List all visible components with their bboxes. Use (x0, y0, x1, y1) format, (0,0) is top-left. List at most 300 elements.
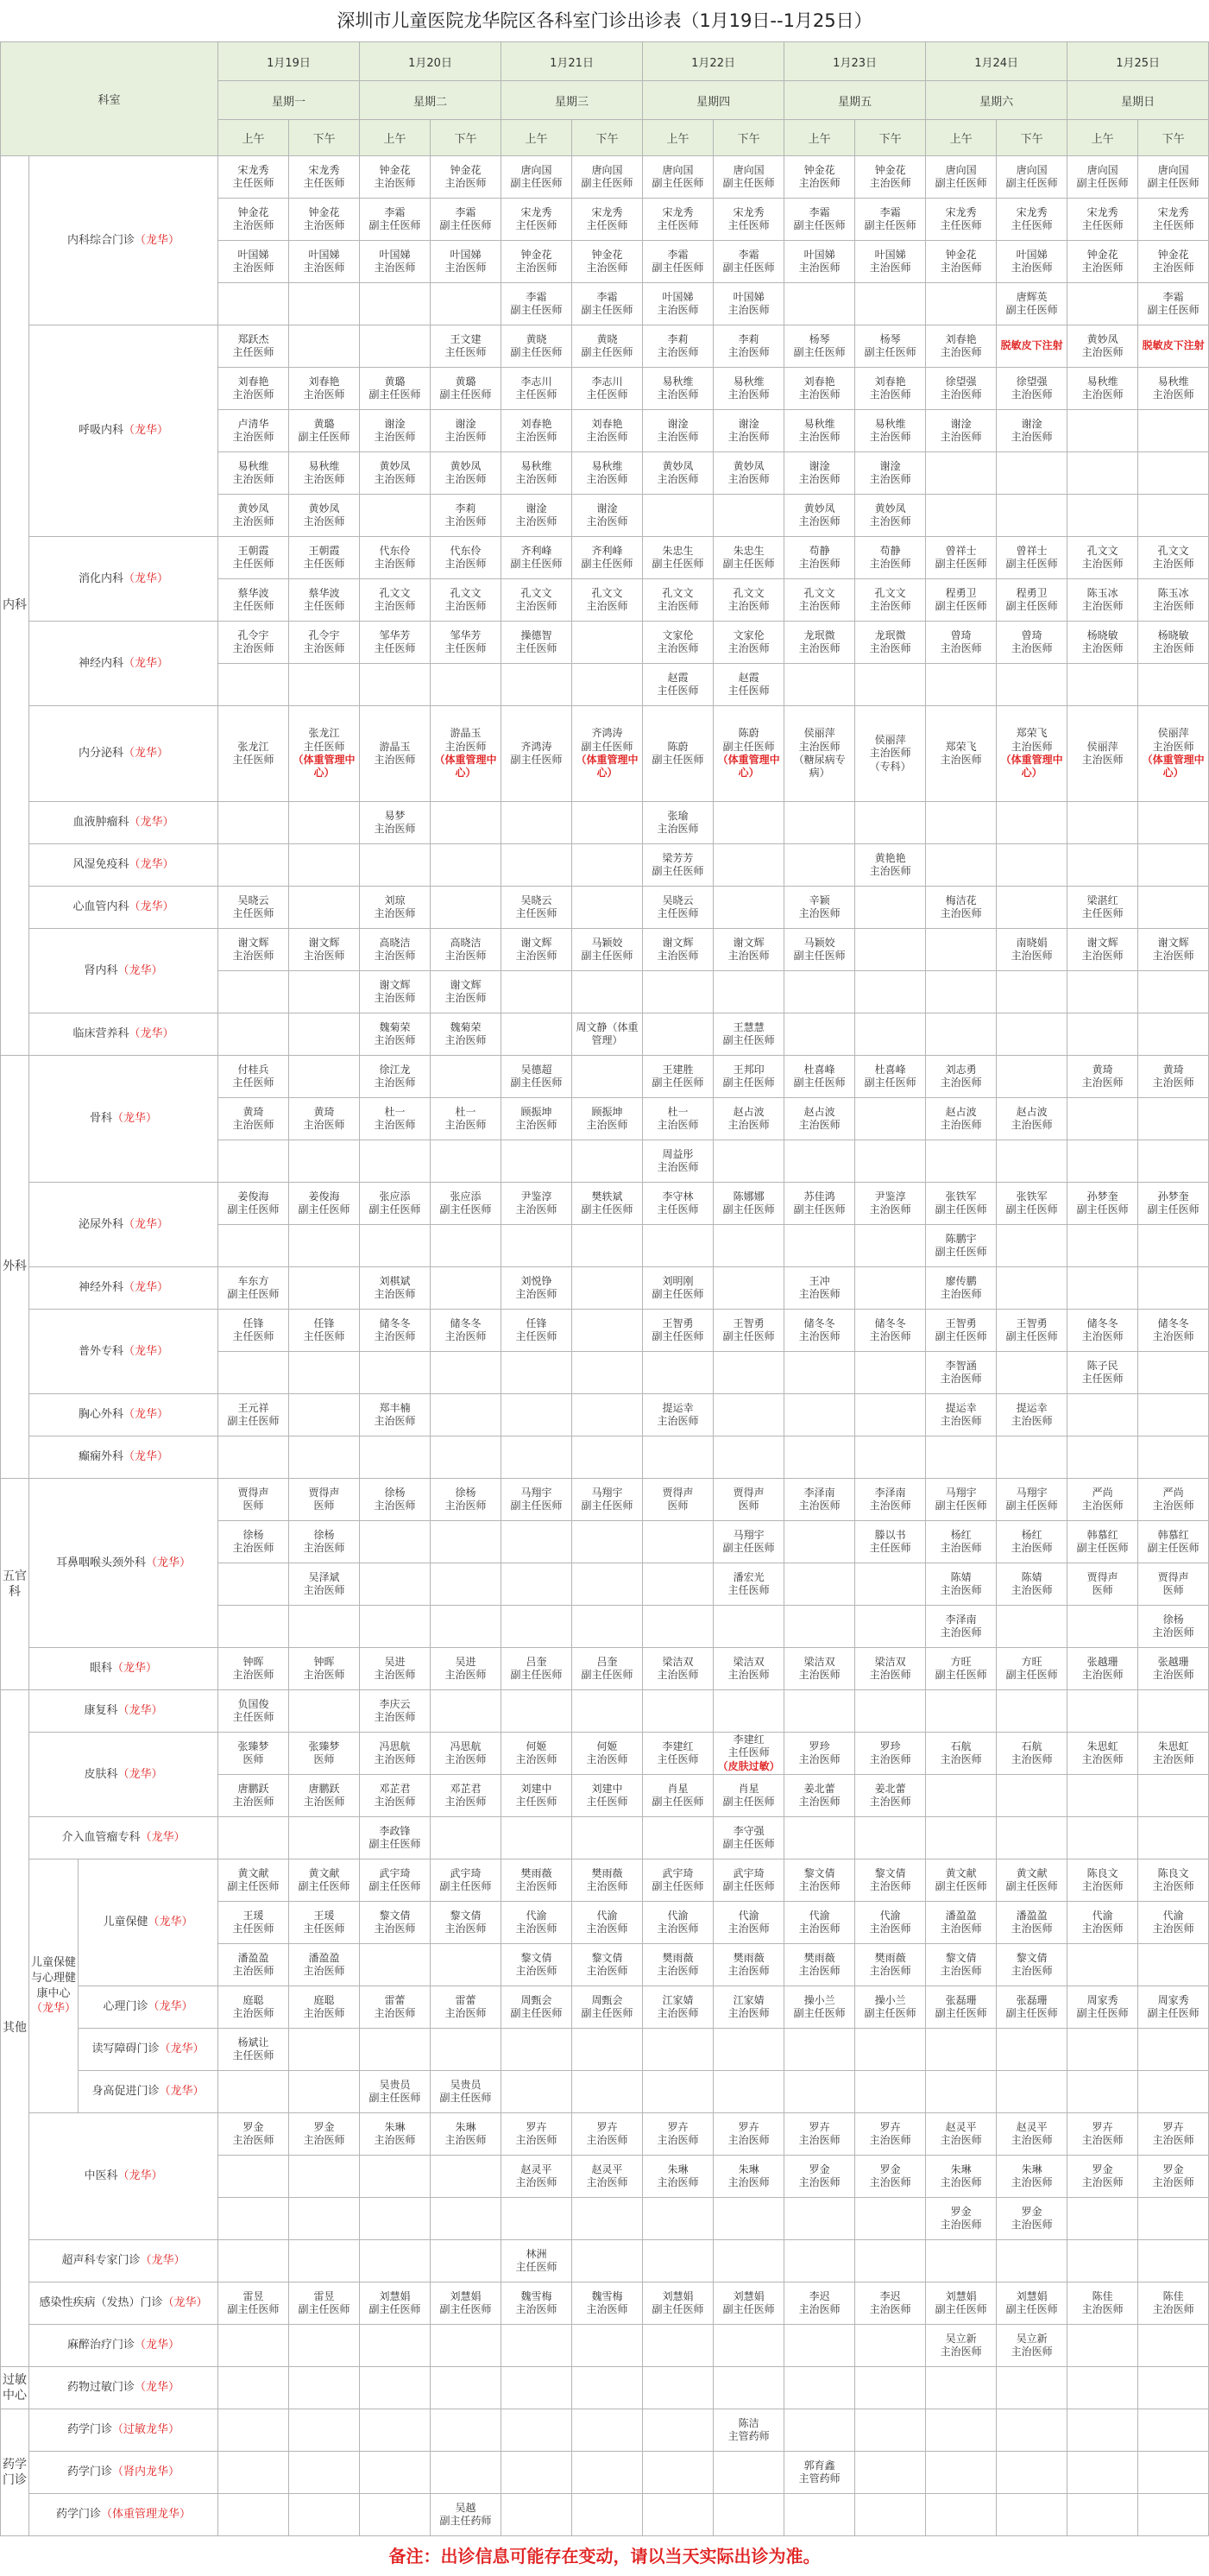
doctor-line: 主治医师 (1011, 1584, 1053, 1596)
doctor-line: 叶国娣 (308, 248, 340, 261)
doctor-line: 副主任医师 (227, 1880, 280, 1893)
doctor-line: 贾得声 (662, 1486, 694, 1499)
doctor-line: 严尚 (1162, 1486, 1184, 1499)
schedule-cell (431, 1098, 501, 1140)
schedule-cell (572, 2367, 643, 2409)
doctor-line: 谢淦 (455, 417, 476, 430)
doctor-line: 赵占波 (945, 1105, 977, 1118)
doctor-line: 主治医师 (515, 2176, 557, 2189)
schedule-cell (784, 579, 855, 622)
schedule-cell (1067, 2156, 1138, 2198)
schedule-cell (714, 2409, 784, 2452)
doctor-line: 主治医师 (940, 1753, 982, 1766)
schedule-cell (501, 1690, 572, 1733)
doctor-line: 副主任医师 (1005, 1203, 1058, 1215)
doctor-line: 方旺 (950, 1655, 972, 1668)
doctor-line: 王智勇 (733, 1316, 765, 1329)
schedule-cell (431, 1902, 501, 1944)
schedule-cell (855, 1352, 926, 1394)
doctor-line: 谢淦 (950, 417, 972, 430)
schedule-cell (643, 1310, 714, 1352)
doctor-line: 主治医师 (586, 515, 628, 527)
doctor-line: 主治医师 (515, 2303, 557, 2316)
doctor-line: 谢淦 (1021, 417, 1042, 430)
doctor-line: 主治医师 (444, 600, 487, 612)
schedule-cell (643, 452, 714, 495)
doctor-line: 侯丽萍 (1157, 727, 1189, 740)
doctor-line: 雷昱 (242, 2289, 264, 2302)
dept-label: 介入血管瘤专科 (61, 1831, 141, 1845)
doctor-line: 黎文倩 (520, 1951, 552, 1964)
dept-label: 感染性疾病（发热）门诊 (39, 2296, 163, 2310)
doctor-line: 主治医师 (232, 473, 274, 485)
schedule-cell (360, 2367, 431, 2409)
schedule-cell (572, 1352, 643, 1394)
dept-name (29, 2452, 218, 2494)
doctor-line: 侯丽萍 (803, 727, 835, 740)
doctor-line: 主治医师 (869, 1203, 911, 1215)
doctor-line: 黄妙凤 (803, 502, 835, 515)
doctor-line: 主治医师 (940, 431, 982, 443)
campus-label: （龙华） (148, 1916, 193, 1929)
schedule-cell (926, 2325, 997, 2367)
doctor-line: 张越珊 (1157, 1655, 1189, 1668)
campus-label: （龙华） (117, 1767, 163, 1781)
doctor-line: 钟晖 (313, 1655, 335, 1668)
schedule-cell (643, 706, 714, 802)
schedule-cell (360, 971, 431, 1013)
doctor-line: 吴晓云 (662, 893, 694, 906)
schedule-cell (1138, 971, 1209, 1013)
doctor-line: 主治医师 (869, 262, 911, 274)
schedule-cell (855, 1648, 926, 1690)
schedule-cell (855, 1733, 926, 1775)
doctor-line: 主治医师 (374, 1500, 416, 1512)
doctor-line: 主任医师 (232, 2049, 274, 2062)
doctor-line: 钟金花 (803, 163, 835, 176)
doctor-line: 主任医师 (303, 1923, 345, 1935)
schedule-cell (997, 2113, 1067, 2156)
doctor-line: 主治医师 (1081, 2176, 1124, 2189)
schedule-cell (926, 2156, 997, 2198)
schedule-cell (784, 1986, 855, 2029)
doctor-line: （体重管理中心） (434, 754, 497, 780)
doctor-line: 周益彤 (662, 1147, 694, 1160)
doctor-line: 齐利峰 (520, 544, 552, 557)
schedule-cell (643, 1563, 714, 1606)
schedule-cell (714, 1944, 784, 1986)
schedule-cell (784, 1056, 855, 1098)
doctor-line: 主治医师 (232, 515, 274, 527)
schedule-cell (714, 368, 784, 410)
schedule-cell (360, 2325, 431, 2367)
doctor-line: 罗卉 (1092, 2120, 1113, 2133)
doctor-line: 刘慧娟 (945, 2289, 977, 2302)
doctor-line: 副主任医师 (368, 1880, 421, 1893)
schedule-cell (714, 2113, 784, 2156)
doctor-line: 李霜 (1162, 290, 1184, 303)
doctor-line: 唐向国 (1016, 163, 1048, 176)
doctor-line: 马翔宇 (591, 1486, 623, 1499)
schedule-cell (714, 156, 784, 199)
schedule-cell (926, 1944, 997, 1986)
doctor-line: 副主任药师 (439, 2515, 492, 2528)
doctor-line: 武宇琦 (662, 1866, 694, 1879)
schedule-cell (784, 1944, 855, 1986)
campus-label: （龙华） (123, 1217, 169, 1231)
schedule-cell (360, 495, 431, 537)
schedule-cell (360, 452, 431, 495)
schedule-cell (855, 2113, 926, 2156)
schedule-cell (218, 2367, 289, 2409)
schedule-cell (360, 1436, 431, 1479)
schedule-cell (997, 368, 1067, 410)
doctor-line: 主治医师 (303, 262, 345, 274)
doctor-line: 肖星 (738, 1782, 759, 1795)
doctor-line: 副主任医师 (935, 1330, 987, 1342)
schedule-cell (1138, 2325, 1209, 2367)
doctor-line: 齐利峰 (591, 544, 623, 557)
schedule-cell (289, 1563, 360, 1606)
schedule-cell (855, 1056, 926, 1098)
doctor-line: 赵占波 (733, 1105, 765, 1118)
doctor-line: 主治医师 (657, 2007, 699, 2020)
schedule-cell (360, 2029, 431, 2071)
schedule-cell (643, 887, 714, 929)
weekday-header: 星期三 (501, 81, 643, 120)
doctor-line: 主任医师 (303, 177, 345, 189)
doctor-line: 姜俊海 (237, 1190, 269, 1203)
doctor-line: 主治医师 (1011, 1415, 1053, 1427)
doctor-line: 副主任医师 (581, 1500, 633, 1512)
schedule-cell (289, 1267, 360, 1310)
schedule-cell (1138, 2156, 1209, 2198)
doctor-line: 主治医师 (444, 1034, 487, 1046)
doctor-line: 主治医师 (869, 1330, 911, 1342)
schedule-cell (643, 2071, 714, 2113)
schedule-cell (289, 1986, 360, 2029)
doctor-line: 孔文文 (1157, 544, 1189, 557)
schedule-cell (997, 1648, 1067, 1690)
date-header: 1月24日 (926, 42, 1067, 81)
doctor-line: 主治医师 (374, 1415, 416, 1427)
schedule-cell (1138, 1902, 1209, 1944)
schedule-cell (997, 495, 1067, 537)
doctor-line: 主治医师 (727, 2134, 770, 2147)
schedule-cell (572, 2282, 643, 2325)
doctor-line: 操小兰 (874, 1993, 906, 2006)
schedule-cell (997, 1563, 1067, 1606)
doctor-line: 主治医师 (798, 431, 841, 443)
schedule-cell (431, 579, 501, 622)
schedule-cell (1067, 2240, 1138, 2282)
campus-label: （龙华） (112, 1112, 158, 1126)
doctor-line: 赵灵平 (945, 2120, 977, 2133)
schedule-cell (572, 2409, 643, 2452)
doctor-line: 徐杨 (1162, 1613, 1184, 1626)
doctor-line: 李庆云 (379, 1697, 411, 1710)
doctor-line: 负国俊 (237, 1697, 269, 1710)
doctor-line: 主治医师 (869, 431, 911, 443)
schedule-cell (855, 1986, 926, 2029)
doctor-line: 张应添 (379, 1190, 411, 1203)
schedule-cell (501, 1902, 572, 1944)
doctor-line: 副主任医师 (368, 219, 421, 231)
doctor-line: 主治医师 (444, 262, 487, 274)
schedule-cell (926, 1183, 997, 1225)
doctor-line: 主治医师 (940, 1965, 982, 1978)
schedule-cell (714, 1817, 784, 1859)
schedule-cell (643, 622, 714, 664)
doctor-line: 主治医师 (940, 2134, 982, 2147)
doctor-line: 主治医师 (586, 1923, 628, 1935)
schedule-cell (501, 156, 572, 199)
schedule-cell (714, 579, 784, 622)
schedule-cell (572, 2240, 643, 2282)
doctor-line: 钟晖 (242, 1655, 264, 1668)
doctor-line: 副主任医师 (510, 558, 563, 570)
doctor-line: 陈良文 (1086, 1866, 1118, 1879)
doctor-line: 主治医师 (232, 219, 274, 231)
schedule-cell (714, 1733, 784, 1775)
schedule-cell (218, 156, 289, 199)
schedule-cell (643, 1902, 714, 1944)
schedule-cell (643, 1140, 714, 1183)
schedule-cell (714, 325, 784, 368)
doctor-line: 周家秀 (1157, 1993, 1189, 2006)
doctor-line: 黄妙凤 (1086, 332, 1118, 345)
am-header: 上午 (784, 120, 855, 156)
campus-label: （龙华） (117, 963, 163, 977)
schedule-cell (572, 495, 643, 537)
doctor-line: 刘慧娟 (379, 2289, 411, 2302)
schedule-cell (572, 1986, 643, 2029)
schedule-cell (360, 1479, 431, 1521)
schedule-cell (218, 1902, 289, 1944)
doctor-line: 主治医师 (1081, 1753, 1124, 1766)
schedule-cell (643, 1394, 714, 1436)
doctor-line: 贾得声 (733, 1486, 765, 1499)
schedule-cell (218, 1352, 289, 1394)
schedule-cell (997, 2198, 1067, 2240)
schedule-cell (643, 2409, 714, 2452)
schedule-cell (997, 2282, 1067, 2325)
schedule-cell (431, 1267, 501, 1310)
schedule-cell (501, 2029, 572, 2071)
schedule-cell (926, 1859, 997, 1902)
doctor-line: 副主任医师 (652, 1796, 704, 1809)
schedule-cell (501, 1310, 572, 1352)
schedule-cell (643, 199, 714, 241)
doctor-line: 雷蕾 (455, 1993, 476, 2006)
doctor-line: 张磊珊 (945, 1993, 977, 2006)
schedule-cell (431, 2156, 501, 2198)
schedule-cell (714, 1098, 784, 1140)
schedule-cell (218, 2494, 289, 2536)
doctor-line: 罗卉 (809, 2120, 830, 2133)
schedule-cell (855, 1479, 926, 1521)
campus-label: （龙华） (123, 1344, 169, 1358)
schedule-cell (926, 1606, 997, 1648)
schedule-cell (997, 1902, 1067, 1944)
schedule-cell (289, 1902, 360, 1944)
schedule-cell (926, 1986, 997, 2029)
doctor-line: 黄璐 (384, 375, 406, 388)
doctor-line: 主治医师 (869, 177, 911, 189)
schedule-cell (431, 802, 501, 844)
schedule-cell (1067, 2409, 1138, 2452)
schedule-cell (289, 844, 360, 887)
doctor-line: 主治医师 (798, 600, 841, 612)
group-label: 外科 (1, 1056, 29, 1479)
doctor-line: 李霜 (596, 290, 618, 303)
doctor-line: 主治医师 (798, 1288, 841, 1300)
schedule-cell (784, 2240, 855, 2282)
doctor-line: 陈鹏宇 (945, 1232, 977, 1245)
doctor-line: 宋龙秀 (520, 205, 552, 218)
doctor-line: 储冬冬 (450, 1316, 482, 1329)
doctor-line: 张越珊 (1086, 1655, 1118, 1668)
doctor-line: 主治医师 (444, 473, 487, 485)
schedule-cell (360, 579, 431, 622)
schedule-cell (501, 1436, 572, 1479)
schedule-cell (643, 1859, 714, 1902)
doctor-line: 李政锋 (379, 1824, 411, 1837)
doctor-line: 杨琴 (879, 332, 901, 345)
doctor-line: 罗金 (950, 2205, 972, 2218)
dept-name (29, 2240, 218, 2282)
schedule-cell (218, 2029, 289, 2071)
schedule-cell (289, 887, 360, 929)
doctor-line: 周甄会 (520, 1993, 552, 2006)
doctor-line: 主任医师 (727, 1746, 770, 1759)
doctor-line: 宋龙秀 (733, 205, 765, 218)
schedule-cell (431, 537, 501, 579)
schedule-cell (572, 2325, 643, 2367)
schedule-cell (218, 2156, 289, 2198)
doctor-line: 主治医师 (727, 346, 770, 358)
doctor-line: 主治医师 (1152, 600, 1194, 612)
doctor-line: 赵霞 (667, 671, 689, 684)
doctor-line: 主治医师 (940, 1584, 982, 1596)
schedule-cell (1138, 1563, 1209, 1606)
schedule-cell (997, 1690, 1067, 1733)
doctor-line: 江家婧 (662, 1993, 694, 2006)
schedule-cell (926, 1098, 997, 1140)
schedule-cell (784, 1183, 855, 1225)
schedule-cell (501, 929, 572, 971)
schedule-cell (218, 241, 289, 283)
schedule-cell (784, 1902, 855, 1944)
schedule-cell (431, 1394, 501, 1436)
schedule-cell (855, 2071, 926, 2113)
doctor-line: 副主任医师 (722, 1330, 775, 1342)
schedule-cell (572, 1098, 643, 1140)
schedule-cell (855, 1394, 926, 1436)
doctor-line: 蔡华波 (237, 586, 269, 599)
doctor-line: 主治医师 (303, 219, 345, 231)
dept-label: 内科综合门诊 (66, 233, 135, 247)
doctor-line: 黄艳艳 (874, 851, 906, 864)
schedule-cell (431, 1436, 501, 1479)
doctor-line: 主治医师 (303, 473, 345, 485)
schedule-cell (784, 2071, 855, 2113)
doctor-line: 副主任医师 (1005, 600, 1058, 612)
doctor-line: 严尚 (1092, 1486, 1113, 1499)
doctor-line: 魏雪梅 (591, 2289, 623, 2302)
schedule-cell (1138, 1183, 1209, 1225)
doctor-line: 武宇琦 (450, 1866, 482, 1879)
doctor-line: 南晓娟 (1016, 936, 1048, 949)
schedule-cell (218, 2113, 289, 2156)
date-header: 1月25日 (1067, 42, 1209, 81)
schedule-cell (360, 2113, 431, 2156)
doctor-line: 主治医师 (444, 2007, 487, 2020)
doctor-line: 主治医师 (1152, 262, 1194, 274)
schedule-cell (501, 2325, 572, 2367)
doctor-line: 叶国娣 (237, 248, 269, 261)
doctor-line: 副主任医师 (652, 1076, 704, 1089)
doctor-line: 副主任医师 (652, 558, 704, 570)
doctor-line: 主治医师 (657, 950, 699, 962)
doctor-line: 唐鹏跃 (308, 1782, 340, 1795)
doctor-line: 黄琦 (1092, 1063, 1113, 1076)
doctor-line: 李守林 (662, 1190, 694, 1203)
doctor-line: 主治医师 (727, 600, 770, 612)
schedule-cell (855, 2198, 926, 2240)
schedule-cell (997, 1013, 1067, 1056)
doctor-line: 主治医师 (1152, 2176, 1194, 2189)
schedule-cell (360, 1733, 431, 1775)
schedule-cell (289, 1436, 360, 1479)
schedule-cell (855, 241, 926, 283)
doctor-line: 王冲 (809, 1274, 830, 1287)
doctor-line: 主治医师 (657, 1965, 699, 1978)
schedule-cell (1138, 2452, 1209, 2494)
schedule-cell (360, 1817, 431, 1859)
doctor-line: 周家秀 (1086, 1993, 1118, 2006)
dept-name (29, 1817, 218, 1859)
dept-label: 心血管内科 (72, 900, 129, 914)
doctor-line: 副主任医师 (298, 2303, 350, 2316)
doctor-line: 孔令宇 (308, 628, 340, 641)
doctor-line: 谢淦 (384, 417, 406, 430)
schedule-cell (572, 368, 643, 410)
doctor-line: 主治医师 (1152, 558, 1194, 570)
schedule-cell (572, 1013, 643, 1056)
doctor-line: 唐向国 (1157, 163, 1189, 176)
schedule-cell (360, 1944, 431, 1986)
doctor-line: 张应添 (450, 1190, 482, 1203)
doctor-line: 主任医师 (515, 219, 557, 231)
doctor-line: 石航 (1021, 1739, 1042, 1752)
doctor-line: 主治医师 (586, 473, 628, 485)
schedule-cell (1067, 1733, 1138, 1775)
doctor-line: 主治医师 (1011, 2346, 1053, 2358)
doctor-line: 主治医师 (657, 2134, 699, 2147)
doctor-line: 李泽南 (874, 1486, 906, 1499)
dept-name (29, 156, 218, 325)
doctor-line: 冯思航 (450, 1739, 482, 1752)
schedule-cell (360, 1310, 431, 1352)
schedule-cell (431, 844, 501, 887)
schedule-cell (714, 2071, 784, 2113)
dept-label: 呼吸内科 (78, 424, 123, 438)
schedule-cell (855, 2367, 926, 2409)
schedule-cell (360, 887, 431, 929)
doctor-line: 主治医师 (1081, 2303, 1124, 2316)
schedule-cell (855, 1563, 926, 1606)
